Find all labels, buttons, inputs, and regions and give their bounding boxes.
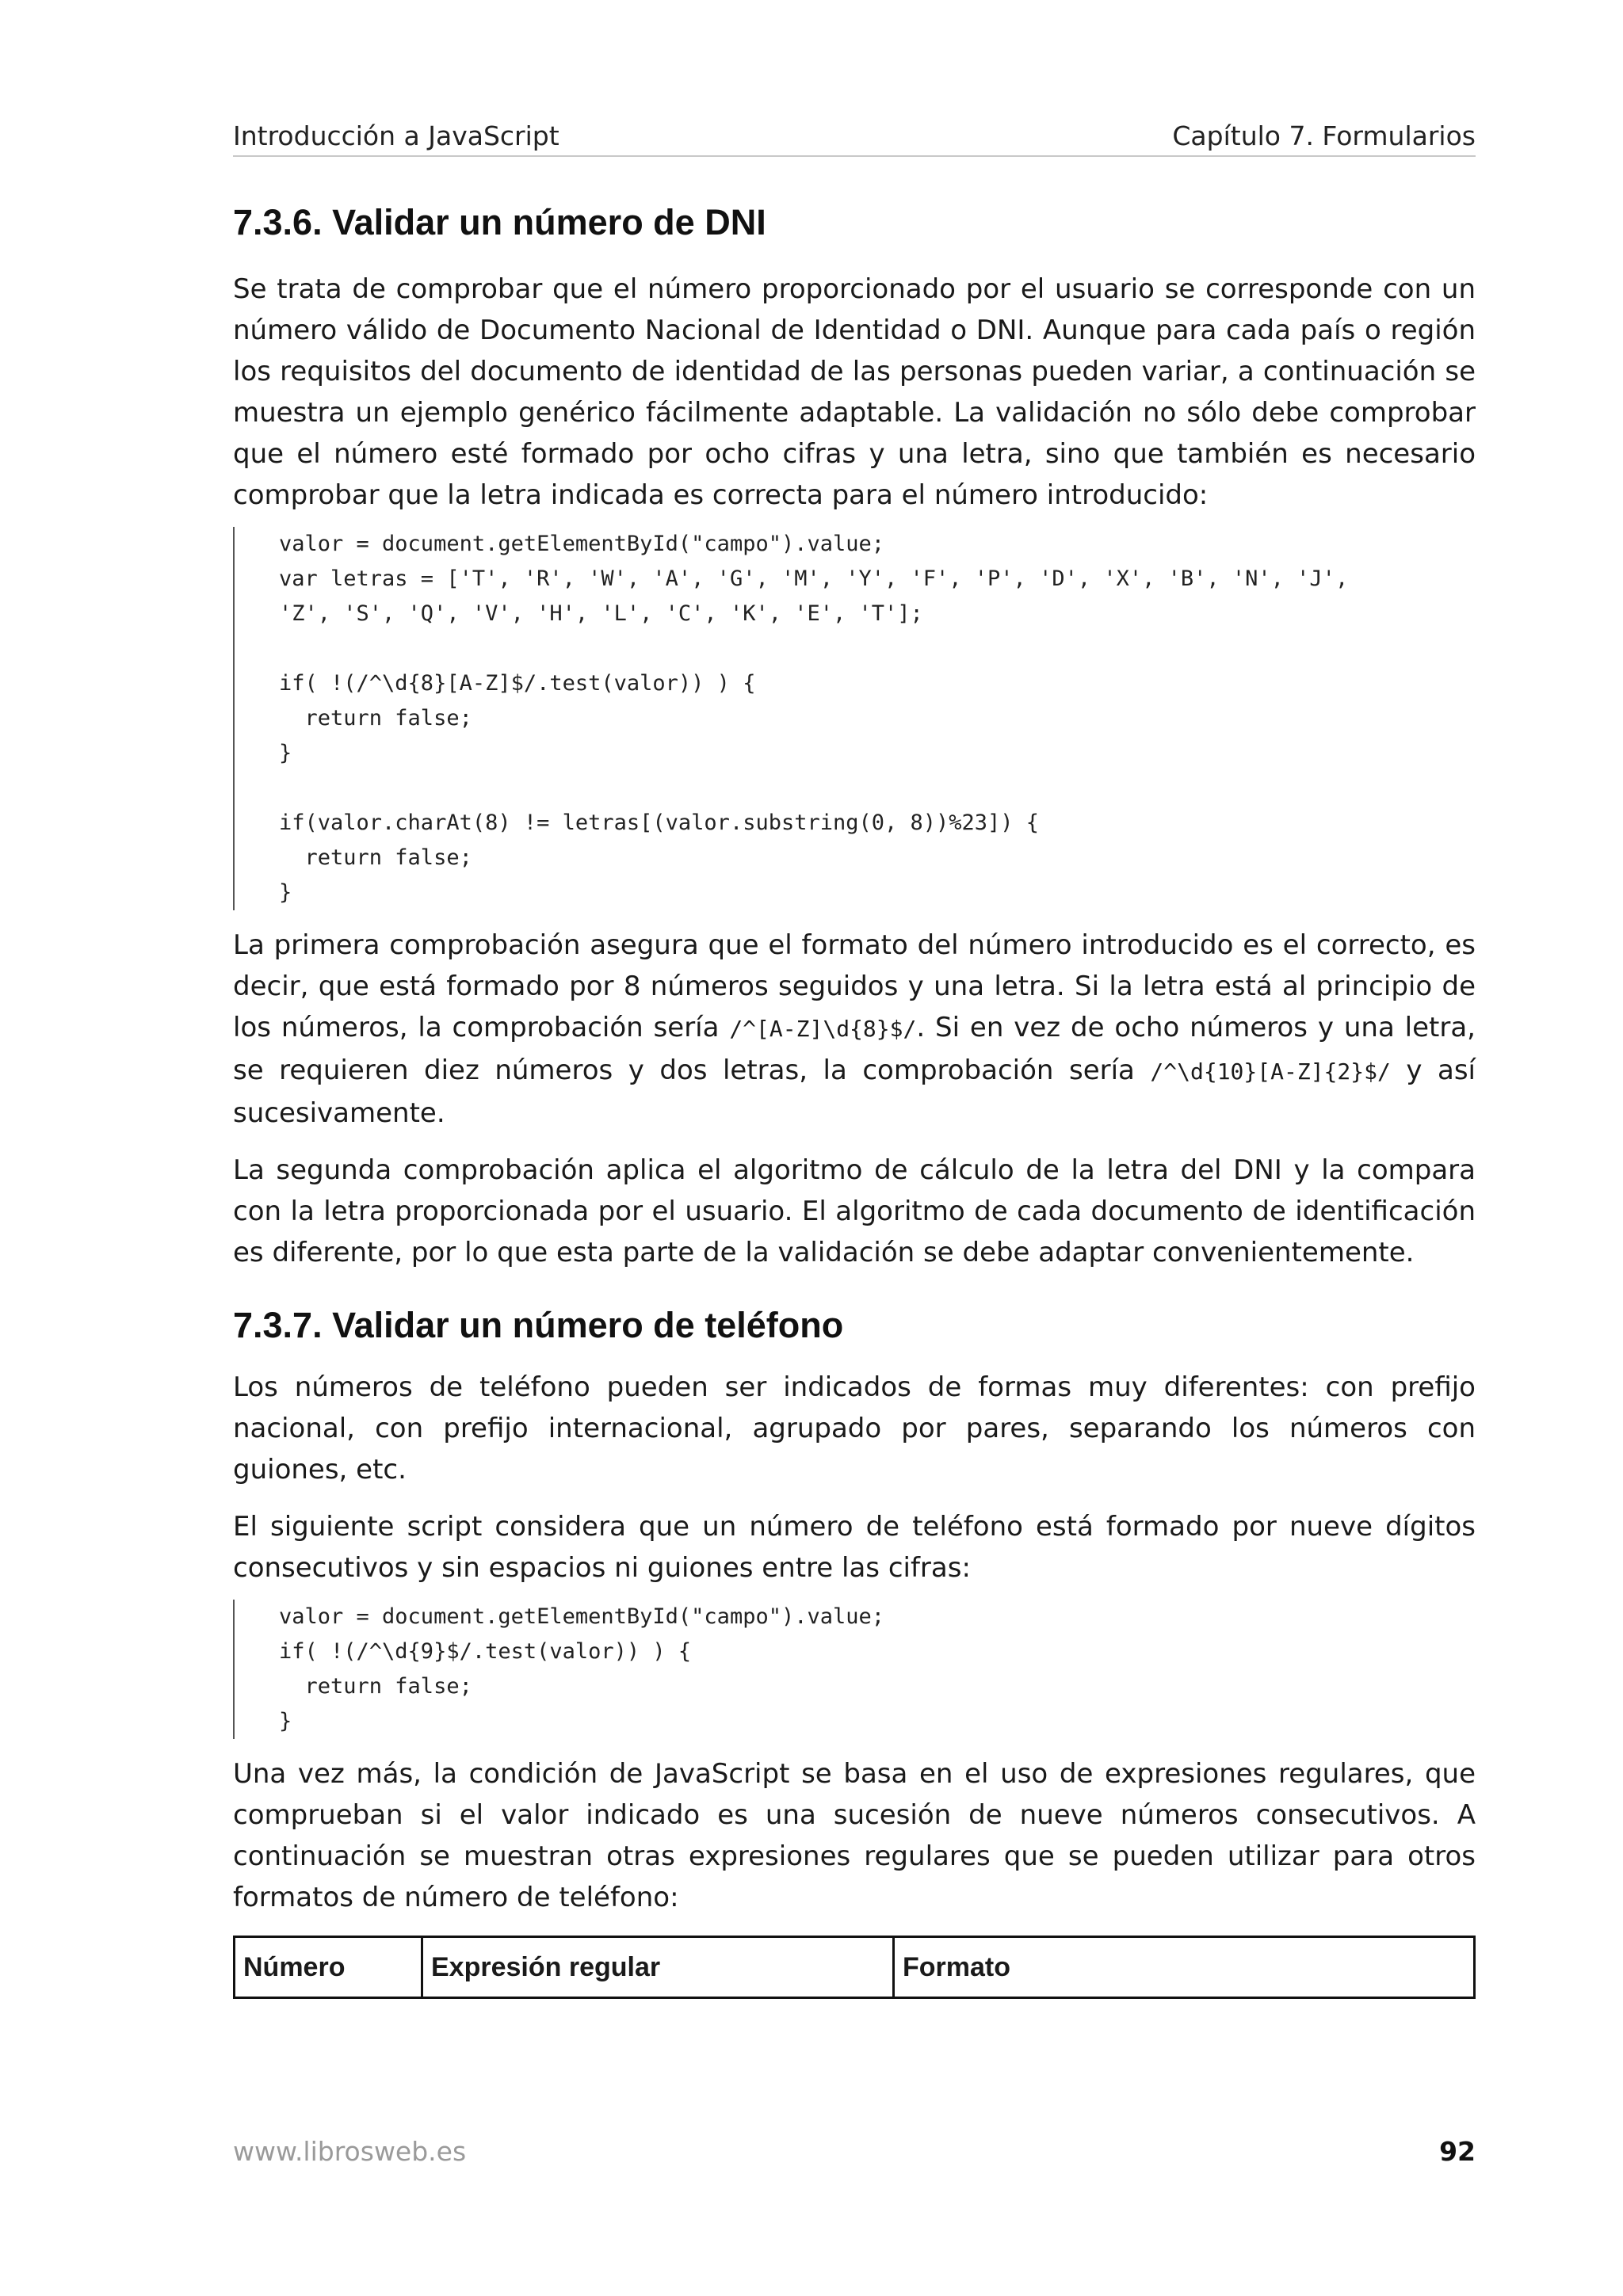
- page-content: [233, 194, 1476, 1999]
- dni-explanation-text-2: . Si en vez de ocho números y una letra, se requieren diez números y dos letras, la comprobación sería: [233, 1012, 1476, 1086]
- phone-formats-table: [233, 1936, 1476, 1999]
- table-header-expresion: Expresión regular: [422, 1937, 894, 1998]
- section-title-dni: 7.3.6. Validar un número de DNI: [233, 202, 766, 242]
- header-book-title: Introducción a JavaScript: [233, 120, 559, 151]
- section-title-telefono: 7.3.7. Validar un número de teléfono: [233, 1305, 844, 1345]
- header-chapter-title: Capítulo 7. Formularios: [1172, 120, 1476, 151]
- dni-intro-paragraph: Se trata de comprobar que el número proporcionado por el usuario se corresponde con un número válido de Documento Nacional de Identidad o DNI. Aunque para cada país o región los requisitos del documento de identidad de las personas pueden variar, a continuación se muestra un ejemplo genérico fácilmente adaptable. La validación no sólo debe comprobar que el número esté formado por ocho cifras y una letra, sino que también es necesario comprobar que la letra indicada es correcta para el número introducido:: [233, 273, 1476, 511]
- tel-intro-paragraph: Los números de teléfono pueden ser indicados de formas muy diferentes: con prefijo nacional, con prefijo internacional, agrupado por pares, separando los números con guiones, etc.: [233, 1371, 1476, 1486]
- tel-script-paragraph: El siguiente script considera que un número de teléfono está formado por nueve dígitos consecutivos y sin espacios ni guiones entre las cifras:: [233, 1511, 1476, 1584]
- inline-code-two-letters: /^\d{10}[A-Z]{2}$/: [1150, 1058, 1391, 1085]
- table-header-row: [235, 1937, 1475, 1998]
- tel-regex-paragraph: Una vez más, la condición de JavaScript se basa en el uso de expresiones regulares, que comprueban si el valor indicado es una sucesión de nueve números consecutivos. A continuación se muestran otras expresiones regulares que se pueden utilizar para otros formatos de número de teléfono:: [233, 1758, 1476, 1913]
- header-divider: [233, 155, 1476, 157]
- dni-code-block: valor = document.getElementById("campo").value; var letras = ['T', 'R', 'W', 'A', 'G', 'M', 'Y', 'F', 'P', 'D', 'X', 'B', 'N', 'J', 'Z', 'S', 'Q', 'V', 'H', 'L', 'C', 'K', 'E', 'T']; if( !(/^\d{8}[A-Z]$/.test(valor)) ) { return false; } if(valor.charAt(8) != letras[(valor.substring(0, 8))%23]) { return false; }: [233, 527, 1476, 910]
- dni-explanation-paragraph: [233, 925, 1476, 1134]
- dni-algorithm-paragraph: La segunda comprobación aplica el algoritmo de cálculo de la letra del DNI y la compara con la letra proporcionada por el usuario. El algoritmo de cada documento de identificación es diferente, por lo que esta parte de la validación se debe adaptar convenientemente.: [233, 1154, 1476, 1268]
- inline-code-letter-first: /^[A-Z]\d{8}$/: [729, 1016, 917, 1042]
- table-header-numero: Número: [235, 1937, 422, 1998]
- footer-page-number: 92: [1439, 2136, 1476, 2167]
- running-header: [233, 119, 1476, 154]
- table-header-formato: Formato: [894, 1937, 1475, 1998]
- footer-website-url: www.librosweb.es: [233, 2136, 467, 2167]
- dni-explanation-text-1: La primera comprobación asegura que el formato del número introducido es el correcto, es decir, que está formado por 8 números seguidos y una letra. Si la letra está al principio de los números, la comprobación sería: [233, 929, 1476, 1043]
- dni-explanation-text-3: y así sucesivamente.: [233, 1055, 1476, 1129]
- tel-code-block: valor = document.getElementById("campo").value; if( !(/^\d{9}$/.test(valor)) ) { return false; }: [233, 1600, 1476, 1739]
